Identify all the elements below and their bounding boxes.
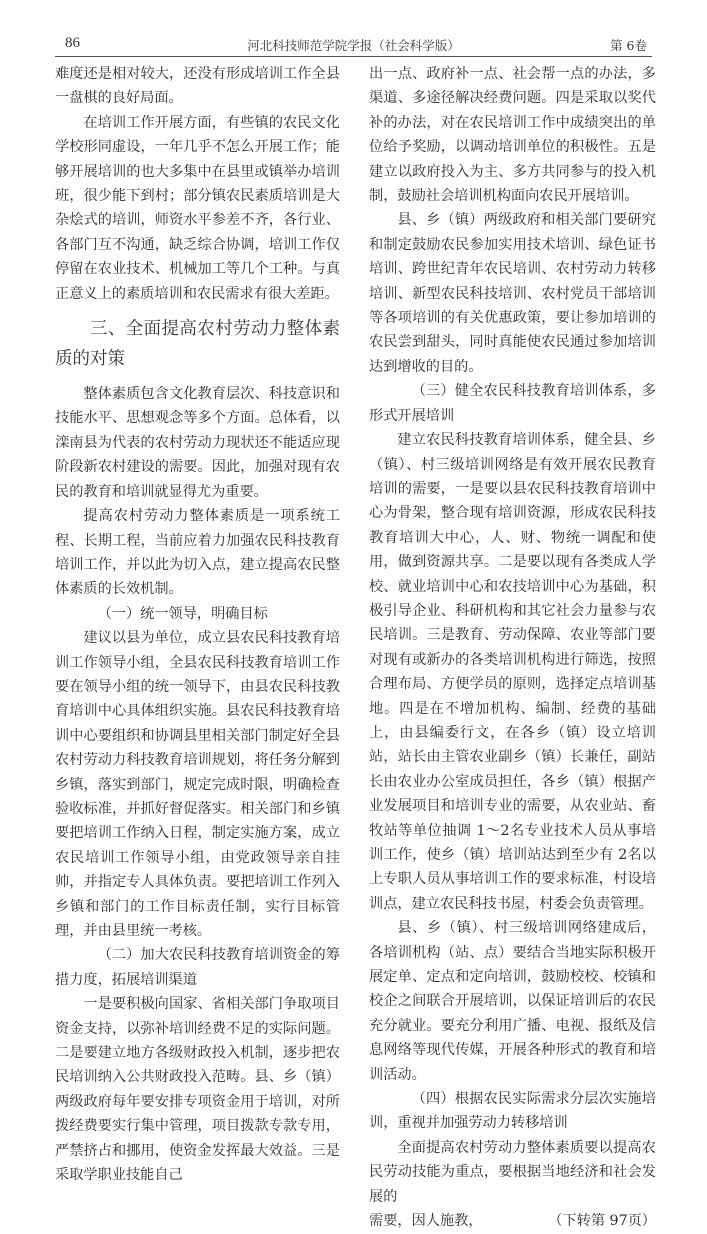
- volume-label: 第 6卷: [610, 38, 647, 53]
- paragraph: 出一点、政府补一点、社会帮一点的办法，多渠道、多途径解决经费问题。四是采取以奖代补的办法，对在农民培训工作中成绩突出的单位给予奖励，以调动培训单位的积极性。五是建立以政府投入为主、多方共同参与的投入机制，鼓励社会培训机构面向农民开展培训。: [369, 66, 656, 205]
- paragraph: 一是要积极向国家、省相关部门争取项目资金支持，以弥补培训经费不足的实际问题。二是要建立地方各级财政投入机制，逐步把农民培训纳入公共财政投入范畴。县、乡（镇）两级政府每年要安排专项资金用于培训，对所拨经费要实行集中管理，项目拨款专款专用，严禁挤占和挪用，使资金发挥最大效益。三是采取学职业技能自己: [55, 996, 340, 1184]
- section-heading: 三、全面提高农村劳动力整体素质的对策: [55, 319, 340, 370]
- paragraph-tail: 需要，因人施教，: [369, 1213, 483, 1230]
- paragraph: 县、乡（镇）两级政府和相关部门要研究和制定鼓励农民参加实用技术培训、绿色证书培训、跨世纪青年农民培训、农村劳动力转移培训、新型农民科技培训、农村党员干部培训等各项培训的有关优惠政策，要让参加培训的农民尝到甜头，同时真能使农民通过参加培训达到增收的目的。: [369, 212, 656, 375]
- paragraph: 在培训工作开展方面，有些镇的农民文化学校形同虚设，一年几乎不怎么开展工作；能够开展培训的也大多集中在县里或镇举办培训班，很少能下到村；部分镇农民素质培训是大杂烩式的培训，师资水平参差不齐，各行业、各部门互不沟通，缺乏综合协调，培训工作仅停留在农业技术、机械加工等几个工种。与真正意义上的素质培训和农民需求有很大差距。: [55, 114, 340, 302]
- subsection-heading: （一）统一领导，明确目标: [97, 605, 268, 622]
- subsection-heading: （三）健全农民科技教育培训体系，多形式开展培训: [369, 383, 656, 424]
- journal-title: 河北科技师范学院学报（社会科学版）: [247, 38, 460, 53]
- paragraph: 县、乡（镇）、村三级培训网络建成后，各培训机构（站、点）要结合当地实际积极开展定单、定点和定向培训，鼓励校校、校镇和校企之间联合开展培训，以保证培训后的农民充分就业。要充分利用广播、电视、报纸及信息网络等现代传媒，开展各种形式的教育和培训活动。: [369, 920, 656, 1083]
- paragraph-last-line: [369, 1209, 656, 1233]
- left-column: [55, 62, 340, 1187]
- paragraph: 难度还是相对较大，还没有形成培训工作全县一盘棋的良好局面。: [55, 66, 340, 107]
- page-number: 86: [65, 35, 80, 51]
- running-header: [55, 32, 652, 57]
- continued-on-note: （下转第 97页）: [548, 1213, 656, 1230]
- paragraph: 整体素质包含文化教育层次、科技意识和技能水平、思想观念等多个方面。总体看，以滦南县为代表的农村劳动力现状还不能适应现阶段新农村建设的需要。因此，加强对现有农民的教育和培训就显得尤为重要。: [55, 386, 340, 500]
- right-column: [369, 62, 656, 1234]
- subsection-heading: （四）根据农民实际需求分层次实施培训，重视并加强劳动力转移培训: [369, 1091, 656, 1132]
- subsection-heading: （二）加大农民科技教育培训资金的筹措力度，拓展培训渠道: [55, 947, 340, 988]
- paragraph: 建议以县为单位，成立县农民科技教育培训工作领导小组，全县农民科技教育培训工作要在领导小组的统一领导下，由县农民科技教育培训中心具体组织实施。县农民科技教育培训中心要组织和协调县里相关部门制定好全县农村劳动力科技教育培训规划，将任务分解到乡镇，落实到部门，规定完成时限，明确检查验收标准，并抓好督促落实。相关部门和乡镇要把培训工作纳入日程，制定实施方案，成立农民培训工作领导小组，由党政领导亲自挂帅，并指定专人具体负责。要把培训工作列入乡镇和部门的工作目标责任制，实行目标管理，并由县里统一考核。: [55, 630, 340, 939]
- paragraph: 提高农村劳动力整体素质是一项系统工程、长期工程，当前应着力加强农民科技教育培训工作，并以此为切入点，建立提高农民整体素质的长效机制。: [55, 508, 340, 598]
- paragraph: 建立农民科技教育培训体系，健全县、乡（镇）、村三级培训网络是有效开展农民教育培训的需要，一是要以县农民科技教育培训中心为骨架，整合现有培训资源，形成农民科技教育培训大中心，人、财、物统一调配和使用，做到资源共享。二是要以现有各类成人学校、就业培训中心和农技培训中心为基础，积极引导企业、科研机构和其它社会力量参与农民培训。三是教育、劳动保障、农业等部门要对现有或新办的各类培训机构进行筛选，按照合理布局、方便学员的原则，选择定点培训基地。四是在不增加机构、编制、经费的基础上，由县编委行文，在各乡（镇）设立培训站，站长由主管农业副乡（镇）长兼任，副站长由农业办公室成员担任，各乡（镇）根据产业发展项目和培训专业的需要，从农业站、畜牧站等单位抽调 1～2名专业技术人员从事培训工作，使乡（镇）培训站达到至少有 2名以上专职人员从事培训工作的要求标准，村设培训点，建立农民科技书屋，村委会负责管理。: [369, 432, 656, 912]
- paragraph: 全面提高农村劳动力整体素质要以提高农民劳动技能为重点，要根据当地经济和社会发展的: [369, 1139, 656, 1205]
